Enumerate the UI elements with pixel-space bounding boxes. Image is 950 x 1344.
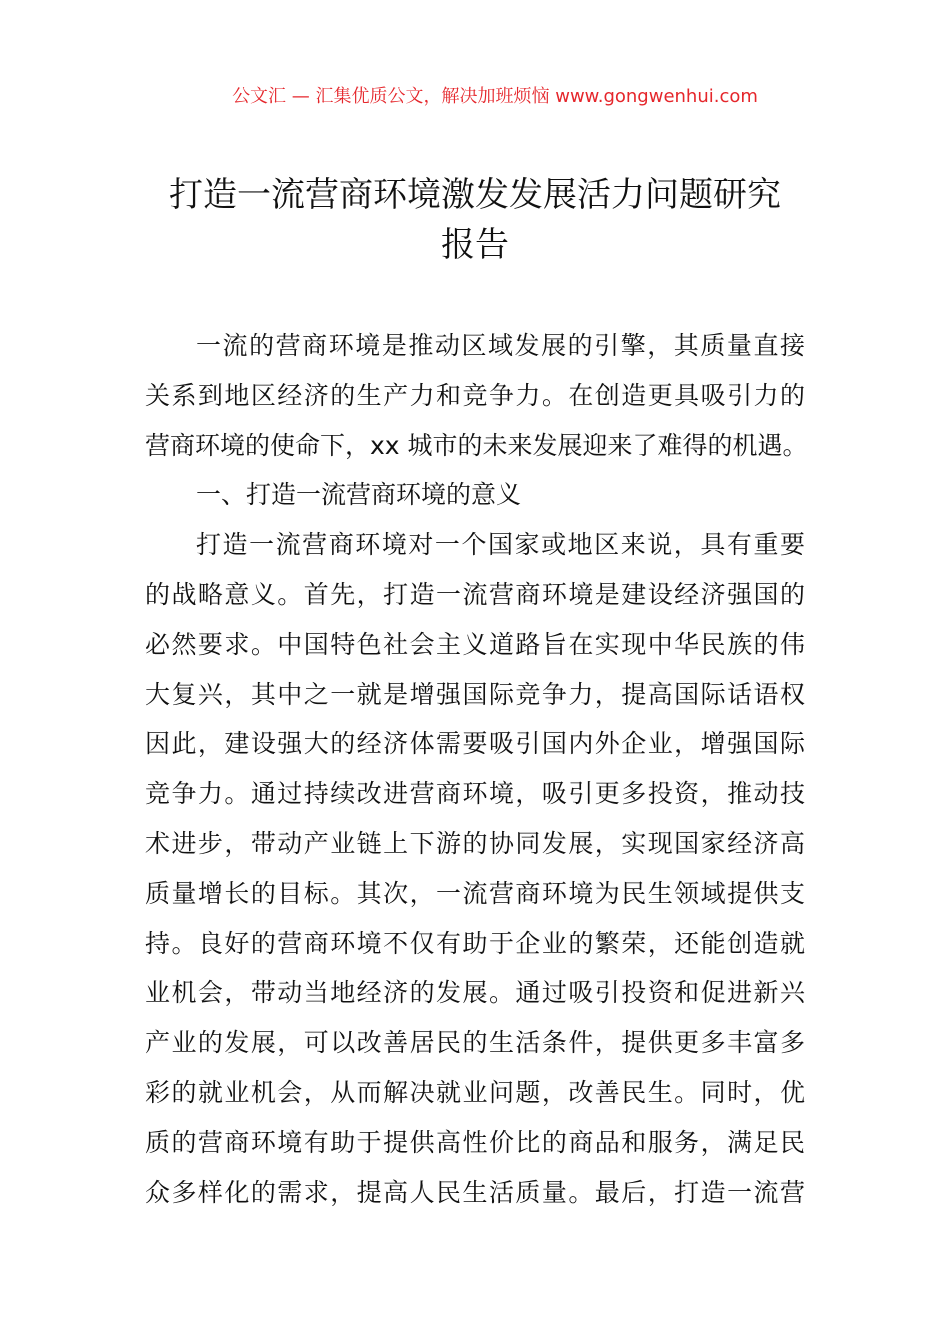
paragraph-line: 大复兴，其中之一就是增强国际竞争力，提高国际话语权	[145, 679, 805, 709]
paragraph-line: 竞争力。通过持续改进营商环境，吸引更多投资，推动技	[145, 779, 805, 809]
paragraph-line: 彩的就业机会，从而解决就业问题，改善民生。同时，优	[145, 1078, 805, 1107]
paragraph-line: 必然要求。中国特色社会主义道路旨在实现中华民族的伟	[145, 629, 805, 659]
paragraph-line: 的战略意义。首先，打造一流营商环境是建设经济强国的	[145, 580, 805, 609]
paragraph-line: 业机会，带动当地经济的发展。通过吸引投资和促进新兴	[145, 978, 805, 1008]
paragraph-line: 因此，建设强大的经济体需要吸引国内外企业，增强国际	[145, 729, 805, 759]
paragraph-line: 一流的营商环境是推动区域发展的引擎，其质量直接	[196, 331, 805, 360]
paragraph-line: 质量增长的目标。其次，一流营商环境为民生领域提供支	[145, 878, 805, 908]
section-heading: 一、打造一流营商环境的意义	[196, 480, 522, 510]
document-title-continued: 报告	[441, 225, 509, 265]
paragraph-line: 质的营商环境有助于提供高性价比的商品和服务，满足民	[145, 1127, 805, 1157]
paragraph-line: 营商环境的使命下，xx 城市的未来发展迎来了难得的机遇。	[145, 430, 808, 460]
watermark-header: 公文汇 — 汇集优质公文，解决加班烦恼 www.gongwenhui.com	[232, 86, 758, 107]
paragraph-line: 众多样化的需求，提高人民生活质量。最后，打造一流营	[145, 1177, 805, 1207]
paragraph-line: 打造一流营商环境对一个国家或地区来说，具有重要	[196, 530, 805, 560]
paragraph-line: 术进步，带动产业链上下游的协同发展，实现国家经济高	[145, 829, 805, 858]
paragraph-line: 关系到地区经济的生产力和竞争力。在创造更具吸引力的	[145, 380, 805, 410]
paragraph-line: 持。良好的营商环境不仅有助于企业的繁荣，还能创造就	[145, 928, 805, 958]
document-title: 打造一流营商环境激发发展活力问题研究	[169, 175, 781, 215]
paragraph-line: 产业的发展，可以改善居民的生活条件，提供更多丰富多	[145, 1028, 805, 1058]
